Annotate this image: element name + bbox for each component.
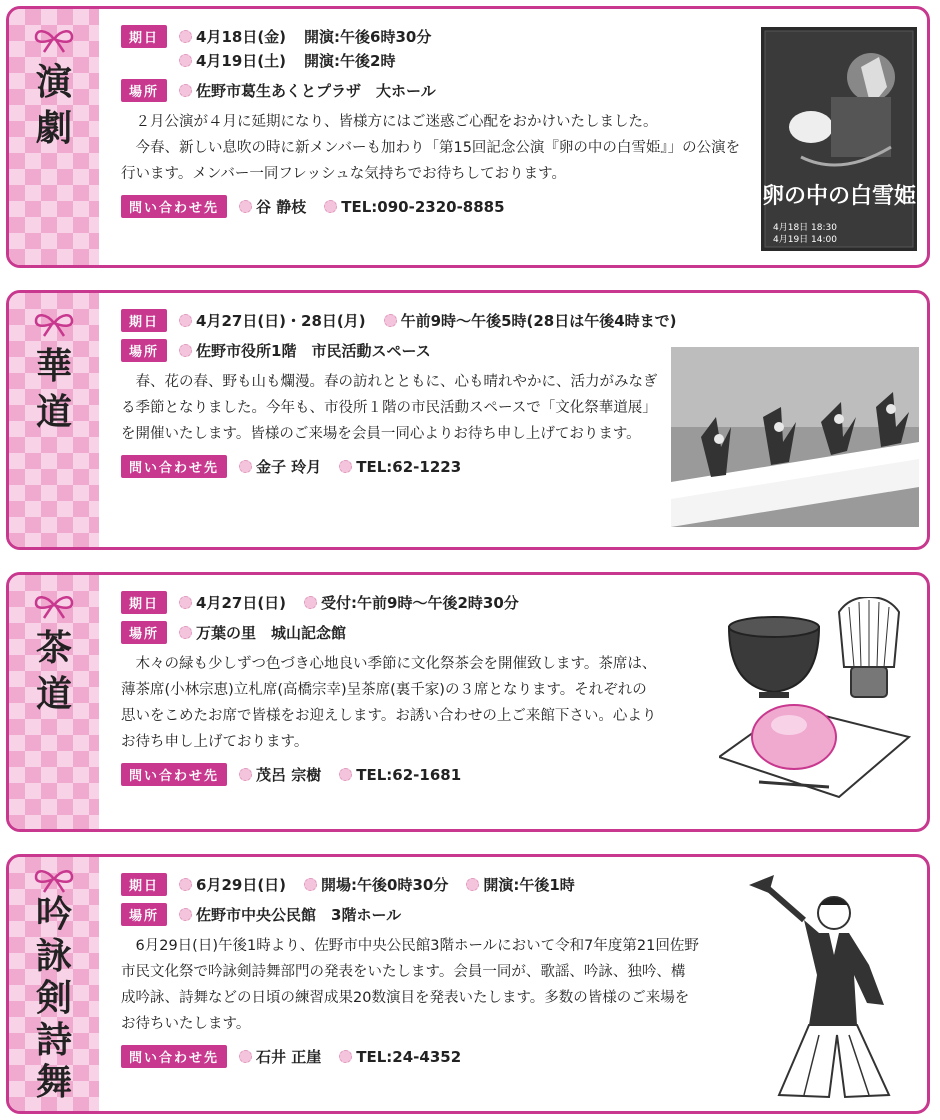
bullet-icon: [304, 596, 317, 609]
category-title: [36, 893, 72, 1103]
bullet-icon: [179, 344, 192, 357]
ribbon-icon: [32, 311, 76, 337]
bullet-icon: [239, 200, 252, 213]
place-tag: 場所: [121, 621, 167, 644]
title-char: 演: [35, 61, 72, 103]
bullet-icon: [179, 878, 192, 891]
date-tag: 期日: [121, 873, 167, 896]
category-sidebar: [9, 9, 99, 265]
drama-poster-image: [761, 27, 917, 251]
bullet-icon: [179, 908, 192, 921]
time-open: 開場:午後0時30分: [321, 875, 449, 894]
bullet-icon: [239, 1050, 252, 1063]
title-char: 舞: [35, 1061, 72, 1103]
event-card-shibu: [6, 854, 930, 1114]
bullet-icon: [339, 768, 352, 781]
contact-tag: 問い合わせ先: [121, 1045, 227, 1068]
tea-ceremony-illustration: [719, 597, 919, 803]
contact-name: 石井 正崖: [256, 1048, 322, 1066]
contact-tag: 問い合わせ先: [121, 455, 227, 478]
shibu-dancer-illustration: [749, 875, 919, 1105]
event-card-drama: [6, 6, 930, 268]
time-2: 開演:午後2時: [304, 51, 396, 70]
bullet-icon: [384, 314, 397, 327]
bullet-icon: [179, 596, 192, 609]
category-title: [36, 343, 72, 435]
place: 万葉の里 城山記念館: [196, 623, 347, 642]
title-char: 剣: [35, 977, 72, 1019]
poster-date-2: 4月19日 14:00: [773, 235, 837, 245]
title-char: 詠: [35, 935, 72, 977]
date: 6月29日(日): [196, 875, 287, 894]
date-tag: 期日: [121, 25, 167, 48]
event-card-tea: [6, 572, 930, 832]
place: 佐野市葛生あくとプラザ 大ホール: [196, 81, 436, 100]
date-tag: 期日: [121, 309, 167, 332]
contact-name: 茂呂 宗樹: [256, 766, 322, 784]
date: 4月27日(日)・28日(月): [196, 311, 366, 330]
place: 佐野市中央公民館 3階ホール: [196, 905, 402, 924]
title-char: 華: [35, 345, 72, 387]
description: 春、花の春、野も山も爛漫。春の訪れとともに、心も晴れやかに、活力がみなぎる季節となりました。今年も、市役所１階の市民活動スペースで「文化祭華道展」を開催いたします。皆様のご来場を会員一同心よりお待ち申し上げております。: [121, 374, 658, 442]
place-tag: 場所: [121, 339, 167, 362]
bullet-icon: [466, 878, 479, 891]
description: 木々の緑も少しずつ色づき心地良い季節に文化祭茶会を開催致します。茶席は、薄茶席(小林宗恵)立札席(高橋宗幸)呈茶席(裏千家)の３席となります。それぞれの思いをこめたお席で皆様をお迎えします。お誘い合わせの上ご来館下さい。心よりお待ち申し上げております。: [121, 656, 657, 750]
category-title: [36, 59, 72, 151]
time-1: 開演:午後6時30分: [304, 27, 432, 46]
time: 受付:午前9時〜午後2時30分: [321, 593, 519, 612]
bullet-icon: [179, 626, 192, 639]
ribbon-icon: [32, 867, 76, 893]
title-char: 茶: [35, 627, 72, 669]
place: 佐野市役所1階 市民活動スペース: [196, 341, 431, 360]
contact-tel: TEL:24-4352: [356, 1047, 462, 1066]
time: 午前9時〜午後5時(28日は午後4時まで): [400, 311, 677, 330]
place-tag: 場所: [121, 79, 167, 102]
contact-name: 金子 玲月: [256, 458, 322, 476]
bullet-icon: [179, 84, 192, 97]
title-char: 道: [35, 673, 72, 715]
bullet-icon: [179, 314, 192, 327]
date-tag: 期日: [121, 591, 167, 614]
title-char: 道: [35, 391, 72, 433]
description: 6月29日(日)午後1時より、佐野市中央公民館3階ホールにおいて令和7年度第21回佐野市民文化祭で吟詠剣詩舞部門の発表をいたします。会員一同が、歌謡、吟詠、独吟、構成吟詠、詩舞などの日頃の練習成果20数演目を発表いたします。多数の皆様のご来場をお待ちいたします。: [121, 938, 699, 1032]
contact-tel: TEL:62-1681: [356, 765, 462, 784]
poster-date-1: 4月18日 18:30: [773, 223, 837, 233]
contact-tel: TEL:62-1223: [356, 457, 462, 476]
bullet-icon: [179, 30, 192, 43]
title-char: 吟: [35, 893, 72, 935]
date-row: [121, 307, 913, 333]
place-tag: 場所: [121, 903, 167, 926]
time-start: 開演:午後1時: [483, 875, 575, 894]
event-card-ikebana: [6, 290, 930, 550]
bullet-icon: [239, 460, 252, 473]
contact-tel: TEL:090-2320-8885: [341, 197, 505, 216]
contact-tag: 問い合わせ先: [121, 195, 227, 218]
poster-title: 卵の中の白雪姫: [761, 183, 917, 209]
ribbon-icon: [32, 27, 76, 53]
category-sidebar: [9, 575, 99, 829]
date: 4月27日(日): [196, 593, 287, 612]
title-char: 劇: [35, 107, 72, 149]
ribbon-icon: [32, 593, 76, 619]
category-title: [36, 625, 72, 717]
bullet-icon: [179, 54, 192, 67]
bullet-icon: [304, 878, 317, 891]
bullet-icon: [239, 768, 252, 781]
contact-name: 谷 静枝: [256, 198, 307, 216]
date-1: 4月18日(金): [196, 27, 287, 46]
category-sidebar: [9, 857, 99, 1111]
ikebana-exhibition-photo: [671, 347, 919, 527]
bullet-icon: [324, 200, 337, 213]
category-sidebar: [9, 293, 99, 547]
bullet-icon: [339, 460, 352, 473]
bullet-icon: [339, 1050, 352, 1063]
date-2: 4月19日(土): [196, 51, 287, 70]
description: ２月公演が４月に延期になり、皆様方にはご迷惑ご心配をおかけいたしました。 今春、新しい息吹の時に新メンバーも加わり「第15回記念公演『卵の中の白雪姫』」の公演を行います。メンバー一同フレッシュな気持ちでお待ちしております。: [121, 114, 741, 182]
contact-tag: 問い合わせ先: [121, 763, 227, 786]
title-char: 詩: [35, 1019, 72, 1061]
